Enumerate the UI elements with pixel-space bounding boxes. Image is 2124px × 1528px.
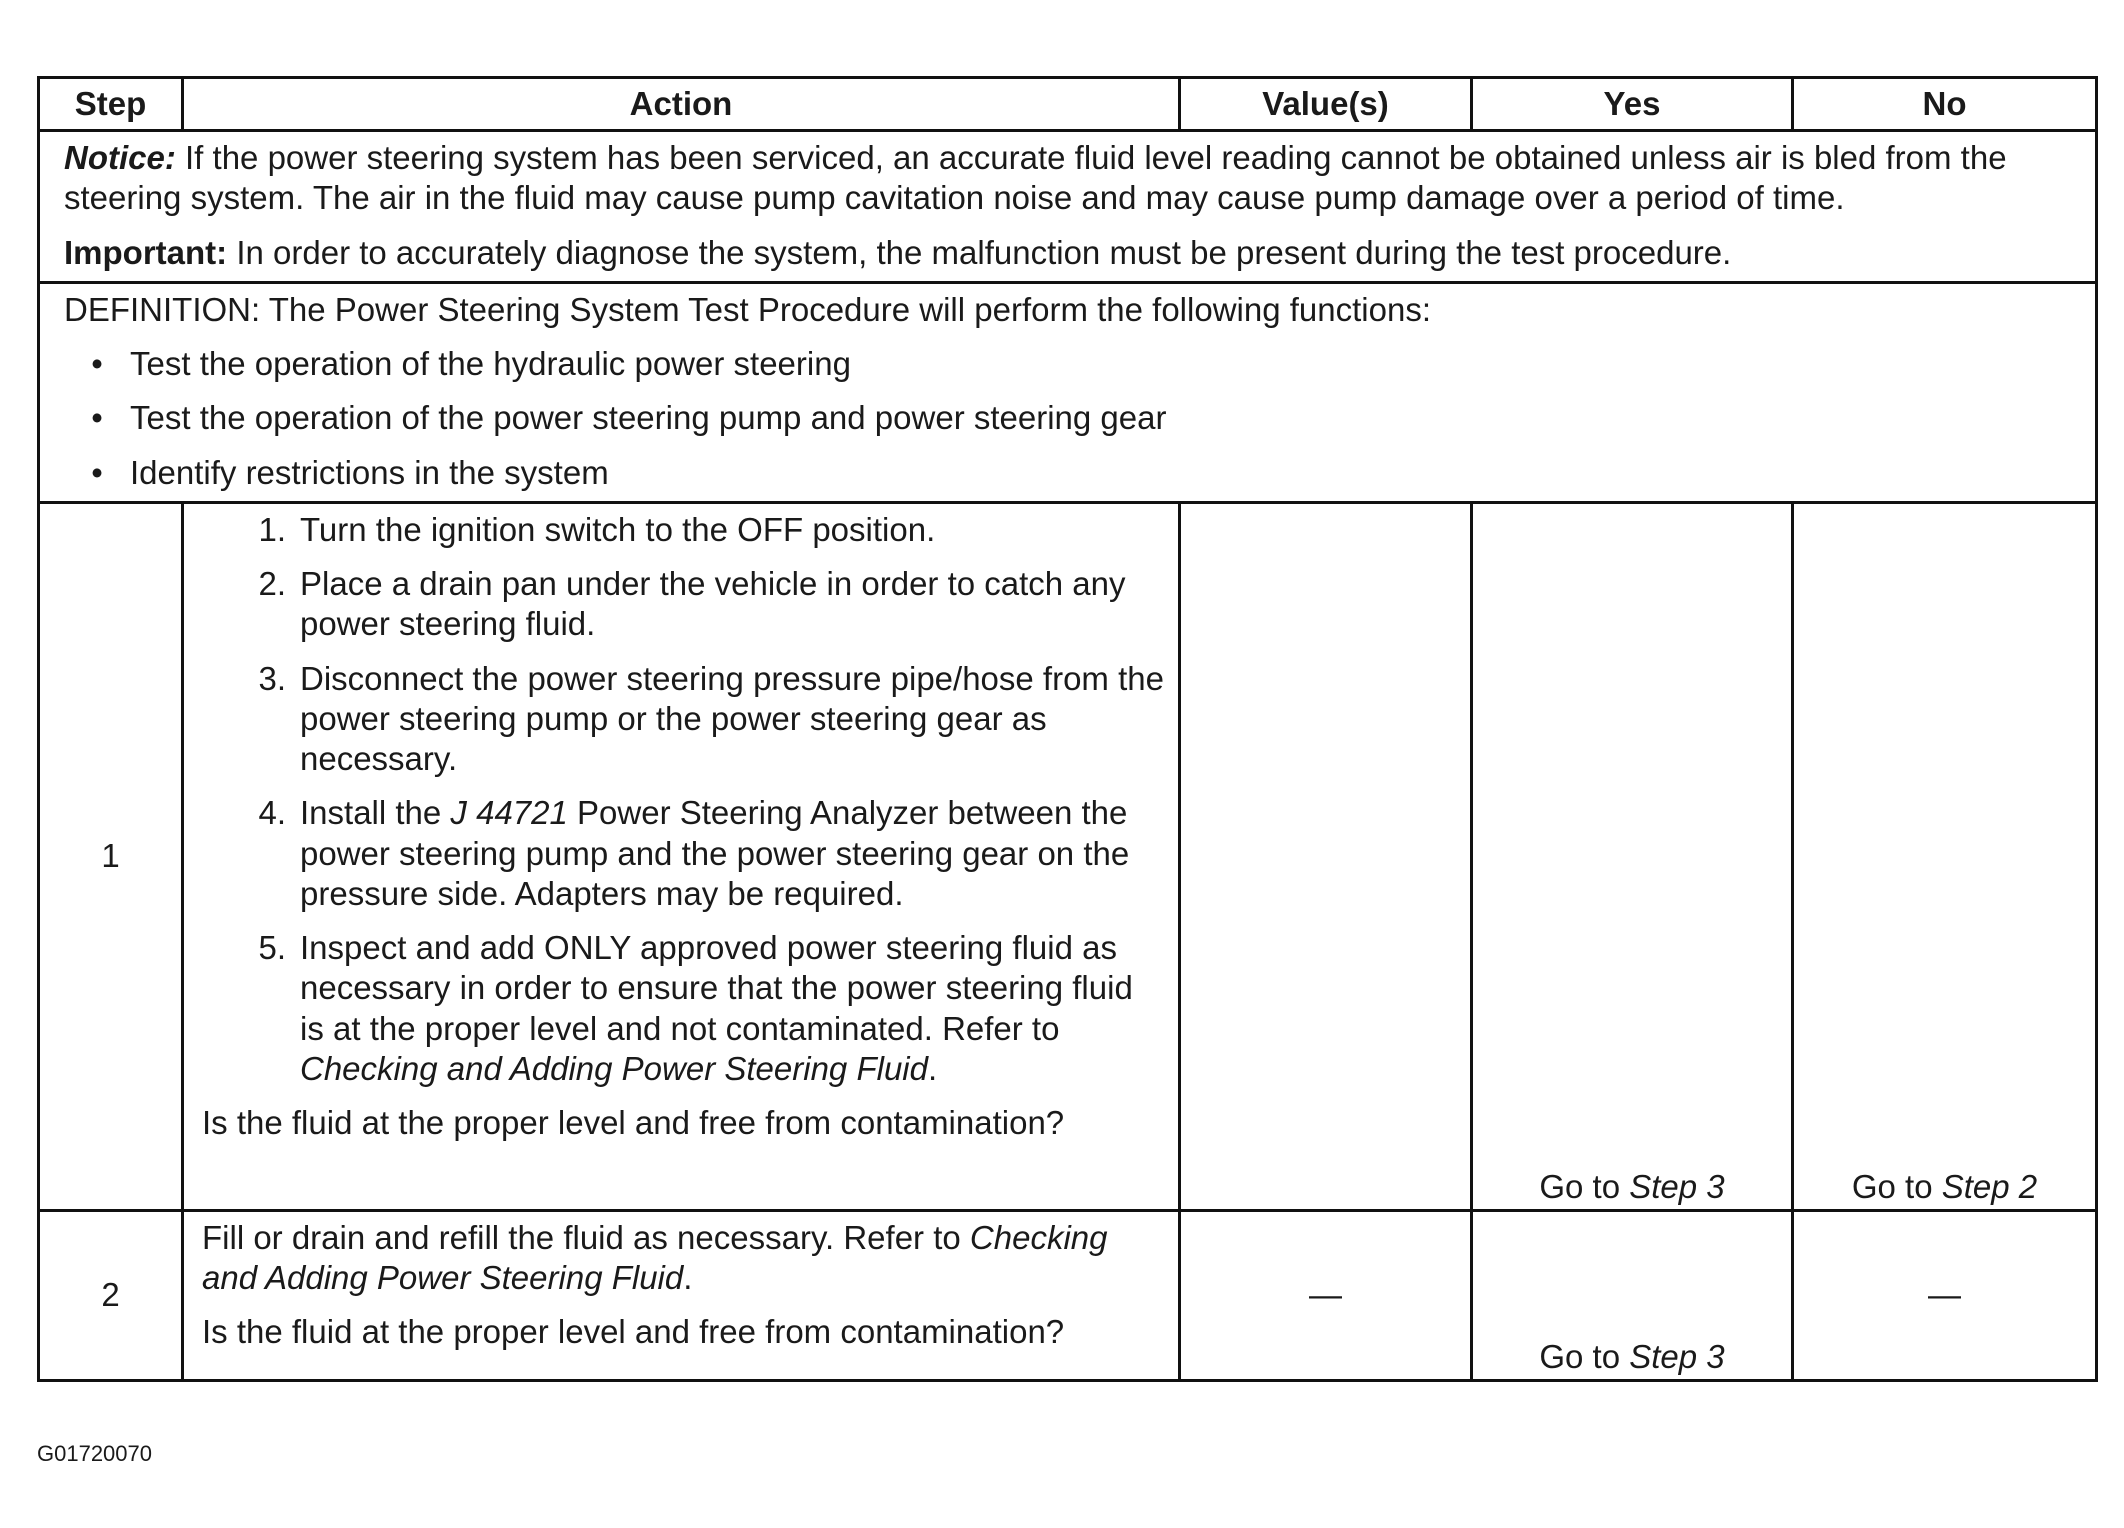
- definition-list: [64, 344, 2085, 493]
- list-item: [64, 453, 2085, 493]
- step-action: [183, 502, 1180, 1210]
- yes-step-link[interactable]: Step 3: [1629, 1167, 1725, 1205]
- action-text-pre: Fill or drain and refill the fluid as necessary. Refer to: [202, 1218, 970, 1256]
- item-text-post: Power Steering Analyzer between the power steering pump and the power steering gear on the pressure side. Adapters may be required.: [300, 794, 1130, 912]
- step-number: 2: [39, 1210, 183, 1380]
- list-item: [202, 659, 1164, 780]
- yes-prefix: Go to: [1539, 1337, 1630, 1375]
- item-text: Disconnect the power steering pressure pipe/hose from the power steering pump or the power steering gear as necessary.: [300, 659, 1164, 777]
- bullet-text: Identify restrictions in the system: [130, 453, 609, 491]
- bullet-icon: •: [91, 345, 103, 382]
- bullet-icon: •: [91, 453, 103, 491]
- list-item: [202, 793, 1164, 914]
- item-number: 4.: [258, 794, 286, 832]
- item-text: [300, 928, 1164, 1089]
- definition-text: DEFINITION: The Power Steering System Test Procedure will perform the following functions:: [64, 290, 1431, 328]
- important-text: In order to accurately diagnose the system, the malfunction must be present during the test procedure.: [236, 233, 1732, 271]
- important-paragraph: [64, 233, 2085, 273]
- header-action: Action: [183, 78, 1180, 131]
- item-number: 2.: [258, 565, 286, 602]
- notice-text: If the power steering system has been serviced, an accurate fluid level reading cannot be obtained unless air is bled from the steering system. The air in the fluid may cause pump cavitation noise and may cause pump damage over a period of time.: [64, 139, 2007, 217]
- definition-cell: [39, 282, 2097, 502]
- header-no: No: [1793, 78, 2097, 131]
- list-item: [64, 344, 2085, 384]
- item-text-post: .: [927, 1049, 938, 1087]
- list-item: [202, 564, 1164, 645]
- item-text: Turn the ignition switch to the OFF position.: [300, 510, 936, 548]
- step-no: [1793, 502, 2097, 1210]
- header-yes: Yes: [1472, 78, 1793, 131]
- bullet-text: Test the operation of the hydraulic power steering: [130, 345, 851, 382]
- header-row: [39, 78, 2097, 131]
- notice-row: [39, 131, 2097, 283]
- header-values: Value(s): [1180, 78, 1472, 131]
- header-step: Step: [39, 78, 183, 131]
- table-row: [39, 1210, 2097, 1380]
- step-question: Is the fluid at the proper level and free from contamination?: [202, 1313, 1065, 1351]
- notice-cell: [39, 131, 2097, 283]
- procedure-reference: Checking and Adding Power Steering Fluid: [300, 1049, 928, 1087]
- notice-label: Notice:: [64, 139, 176, 176]
- item-text: [300, 793, 1164, 914]
- step-value: [1180, 502, 1472, 1210]
- bullet-text: Test the operation of the power steering pump and power steering gear: [130, 399, 1167, 437]
- no-prefix: Go to: [1851, 1167, 1942, 1205]
- step-value: —: [1180, 1210, 1472, 1380]
- list-item: [64, 398, 2085, 438]
- item-number: 5.: [258, 929, 286, 966]
- bullet-icon: •: [91, 399, 103, 437]
- figure-id: G01720070: [37, 1441, 152, 1466]
- action-text-post: .: [683, 1259, 693, 1296]
- tool-reference: J 44721: [450, 794, 568, 832]
- step-no: —: [1793, 1210, 2097, 1380]
- step-number: 1: [39, 502, 183, 1210]
- definition-row: [39, 282, 2097, 502]
- item-text: Place a drain pan under the vehicle in order to catch any power steering fluid.: [300, 565, 1126, 643]
- step-action-text: [202, 1218, 1164, 1299]
- item-text-pre: Inspect and add ONLY approved power steering fluid as necessary in order to ensure that the power steering fluid is at the proper level and not contaminated. Refer to: [300, 929, 1133, 1047]
- item-number: 1.: [258, 510, 286, 548]
- list-item: [202, 928, 1164, 1089]
- item-number: 3.: [258, 659, 286, 697]
- no-step-link[interactable]: Step 2: [1941, 1167, 2038, 1205]
- yes-step-link[interactable]: Step 3: [1629, 1337, 1725, 1375]
- diagnostic-table: [37, 76, 2098, 1382]
- step-question: Is the fluid at the proper level and free from contamination?: [202, 1104, 1065, 1141]
- yes-prefix: Go to: [1539, 1167, 1630, 1205]
- notice-paragraph: [64, 138, 2085, 219]
- list-item: [202, 510, 1164, 550]
- procedure-reference: Checking and Adding Power Steering Fluid: [202, 1218, 1108, 1296]
- important-label: Important:: [64, 233, 228, 271]
- step-action: [183, 1210, 1180, 1380]
- step-action-list: [202, 510, 1164, 1089]
- step-yes: [1472, 502, 1793, 1210]
- table-row: [39, 502, 2097, 1210]
- step-yes: [1472, 1210, 1793, 1380]
- item-text-pre: Install the: [300, 794, 451, 832]
